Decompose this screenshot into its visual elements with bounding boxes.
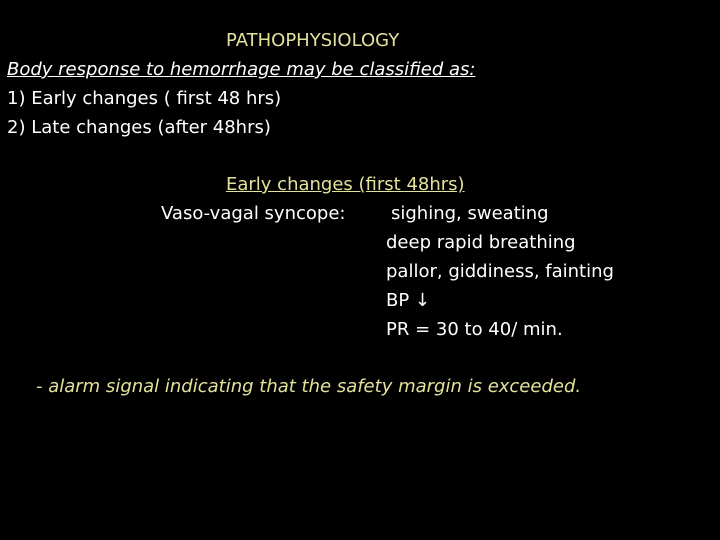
sign-item: deep rapid breathing xyxy=(386,232,576,253)
early-changes-heading: Early changes (first 48hrs) xyxy=(226,174,465,195)
classification-item-early: 1) Early changes ( first 48 hrs) xyxy=(7,88,282,109)
sign-item: sighing, sweating xyxy=(391,203,549,224)
intro-text: Body response to hemorrhage may be classified as: xyxy=(7,59,476,80)
sign-item: pallor, giddiness, fainting xyxy=(386,261,614,282)
vaso-vagal-label: Vaso-vagal syncope: xyxy=(161,203,346,224)
slide-title: PATHOPHYSIOLOGY xyxy=(226,30,400,51)
alarm-signal-note: - alarm signal indicating that the safety margin is exceeded. xyxy=(36,376,582,397)
sign-item: BP ↓ xyxy=(386,290,431,311)
sign-item: PR = 30 to 40/ min. xyxy=(386,319,563,340)
classification-item-late: 2) Late changes (after 48hrs) xyxy=(7,117,271,138)
